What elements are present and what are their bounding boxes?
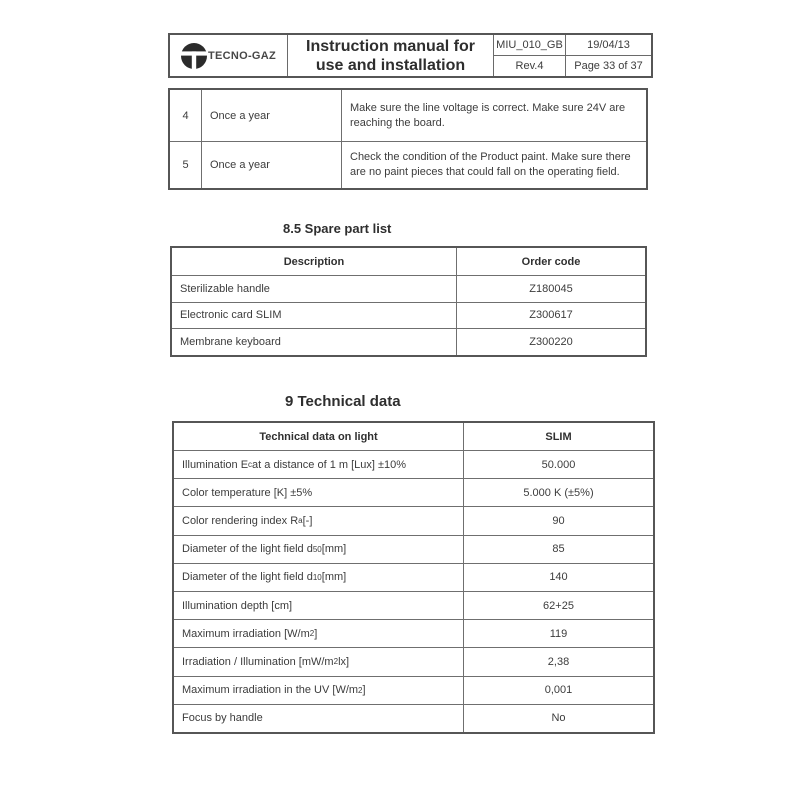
tech-row-value: 50.000	[464, 450, 653, 478]
maintenance-row-action: Check the condition of the Product paint. Make sure there are no paint pieces that could fall on the operating field.	[342, 141, 646, 188]
technical-data-table	[172, 421, 655, 734]
tech-row-value: No	[464, 704, 653, 732]
maintenance-row-number: 4	[170, 90, 202, 141]
maintenance-table	[168, 88, 648, 190]
document-header-table	[168, 33, 653, 78]
manual-title-line1: Instruction manual for	[306, 37, 475, 55]
column-header-tech-data-on-light: Technical data on light	[174, 423, 464, 450]
manual-title	[288, 35, 494, 76]
tech-row-label: Irradiation / Illumination [mW/m 2 lx]	[174, 647, 464, 675]
doc-revision: Rev.4	[494, 56, 566, 77]
tecno-gaz-logo-icon	[181, 43, 207, 69]
maintenance-row-interval: Once a year	[202, 90, 342, 141]
logo-text: TECNO-GAZ	[207, 49, 277, 62]
maintenance-row-interval: Once a year	[202, 141, 342, 188]
logo-cell	[170, 35, 288, 76]
doc-page-number: Page 33 of 37	[574, 59, 643, 72]
tech-row-label: Focus by handle	[174, 704, 464, 732]
tech-row-label: Diameter of the light field d 50 [mm]	[174, 535, 464, 563]
column-header-order-code: Order code	[521, 255, 581, 268]
tech-row-value: 0,001	[464, 676, 653, 704]
column-header-slim: SLIM	[545, 430, 572, 443]
tech-row-value: 5.000 K (±5%)	[464, 478, 653, 506]
tech-row-value: 140	[464, 563, 653, 591]
spare-part-list-heading: 8.5 Spare part list	[283, 221, 392, 236]
tech-row-label: Color rendering index R a [-]	[174, 506, 464, 534]
manual-title-line2: use and installation	[315, 56, 466, 74]
tech-row-label: Diameter of the light field d 10 [mm]	[174, 563, 464, 591]
tech-row-label: Color temperature [K] ±5%	[174, 478, 464, 506]
tech-row-value: 90	[464, 506, 653, 534]
tech-row-label: Illumination depth [cm]	[174, 591, 464, 619]
header-meta	[494, 35, 651, 76]
tech-row-value: 119	[464, 619, 653, 647]
tech-row-value: 62+25	[464, 591, 653, 619]
technical-data-heading: 9 Technical data	[285, 393, 401, 410]
column-header-description: Description	[172, 248, 457, 275]
maintenance-row-number: 5	[170, 141, 202, 188]
tech-row-label: Maximum irradiation [W/m 2 ]	[174, 619, 464, 647]
spare-parts-table	[170, 246, 647, 357]
tech-row-label: Illumination E c at a distance of 1 m [Lux] ±10%	[174, 450, 464, 478]
spare-row-description: Sterilizable handle	[172, 275, 457, 302]
spare-row-order-code: Z300220	[457, 328, 645, 355]
tech-row-value: 2,38	[464, 647, 653, 675]
tech-row-label: Maximum irradiation in the UV [W/m 2 ]	[174, 676, 464, 704]
tech-row-value: 85	[464, 535, 653, 563]
doc-date: 19/04/13	[566, 35, 651, 56]
doc-code: MIU_010_GB	[494, 35, 566, 56]
maintenance-row-action: Make sure the line voltage is correct. Make sure 24V are reaching the board.	[350, 101, 626, 129]
spare-row-description: Electronic card SLIM	[172, 302, 457, 329]
spare-row-description: Membrane keyboard	[172, 328, 457, 355]
spare-row-order-code: Z300617	[457, 302, 645, 329]
spare-row-order-code: Z180045	[457, 275, 645, 302]
